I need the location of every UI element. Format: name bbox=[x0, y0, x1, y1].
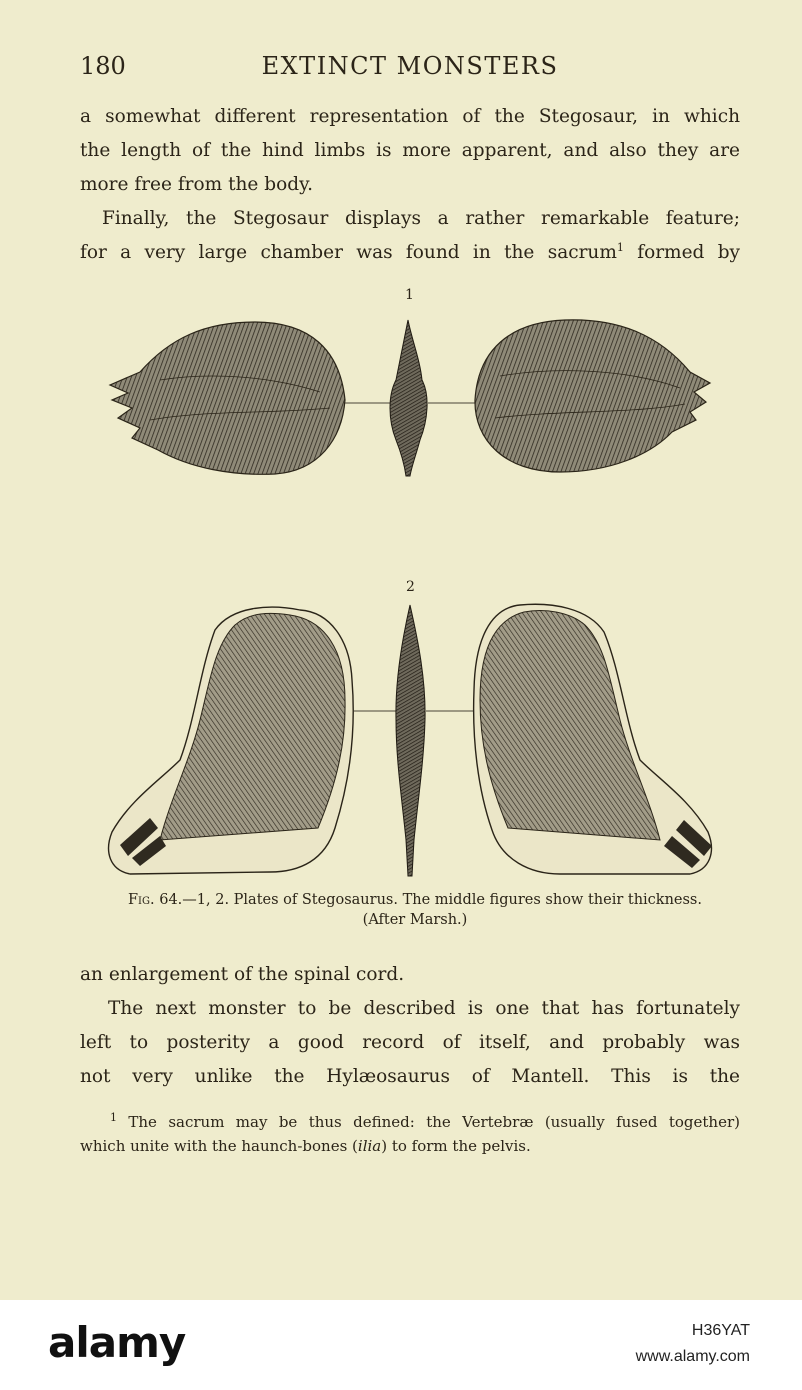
footnote-text: The sacrum may be thus defined: the Vertebræ (usually fused together) bbox=[117, 1113, 740, 1131]
page-number: 180 bbox=[80, 52, 126, 80]
figure-1-plate-left bbox=[110, 322, 345, 474]
figure-reference: Fig. 64. bbox=[128, 892, 183, 908]
paragraph-next-monster bbox=[80, 992, 740, 1094]
footnote-line bbox=[80, 1134, 740, 1158]
footnote-reference: 1 bbox=[616, 240, 624, 254]
running-title: EXTINCT MONSTERS bbox=[261, 52, 559, 80]
text-segment: for a very large chamber was found in the sacrum bbox=[80, 242, 617, 263]
footnote-text: ) to form the pelvis. bbox=[381, 1137, 531, 1155]
figure-2-plate-right bbox=[474, 604, 712, 874]
footnote-italic-term: ilia bbox=[357, 1137, 382, 1155]
figure-label-1: 1 bbox=[405, 287, 414, 303]
text-line: a somewhat different representation of the Stegosaur, in which bbox=[80, 106, 740, 127]
figure-2-plate-left bbox=[109, 607, 354, 874]
text-line: left to posterity a good record of itself, and probably was bbox=[80, 1032, 740, 1053]
paragraph-spinal-cord bbox=[80, 958, 740, 992]
figure-label-2: 2 bbox=[406, 579, 415, 595]
watermark-url: www.alamy.com bbox=[635, 1348, 750, 1365]
figure-2-plate-edge-view bbox=[396, 605, 425, 876]
figure-1-plate-edge-view bbox=[390, 320, 427, 476]
text-line: not very unlike the Hylæosaurus of Mantell. This is the bbox=[80, 1066, 740, 1087]
text-line: an enlargement of the spinal cord. bbox=[80, 964, 405, 985]
footnote-text: which unite with the haunch-bones ( bbox=[80, 1137, 358, 1155]
text-line: the length of the hind limbs is more apparent, and also they are bbox=[80, 140, 740, 161]
text-line: more free from the body. bbox=[80, 174, 313, 195]
caption-line-1 bbox=[80, 890, 750, 910]
footnote-sacrum bbox=[80, 1110, 740, 1158]
footnote-mark: 1 bbox=[110, 1111, 117, 1124]
footnote-line bbox=[80, 1110, 740, 1134]
figure-caption bbox=[80, 890, 750, 930]
watermark-image-id: H36YAT bbox=[691, 1322, 750, 1339]
text-line: The next monster to be described is one that has fortunately bbox=[108, 998, 740, 1019]
text-segment: formed by bbox=[623, 242, 740, 263]
figure-1-plate-right bbox=[475, 320, 710, 472]
text-line: Finally, the Stegosaur displays a rather remarkable feature; bbox=[102, 208, 740, 229]
caption-text: —1, 2. Plates of Stegosaurus. The middle figures show their thickness. bbox=[182, 892, 702, 908]
stock-watermark-bar bbox=[0, 1300, 802, 1390]
caption-line-2: (After Marsh.) bbox=[362, 912, 468, 928]
watermark-logo: alamy bbox=[48, 1318, 186, 1367]
